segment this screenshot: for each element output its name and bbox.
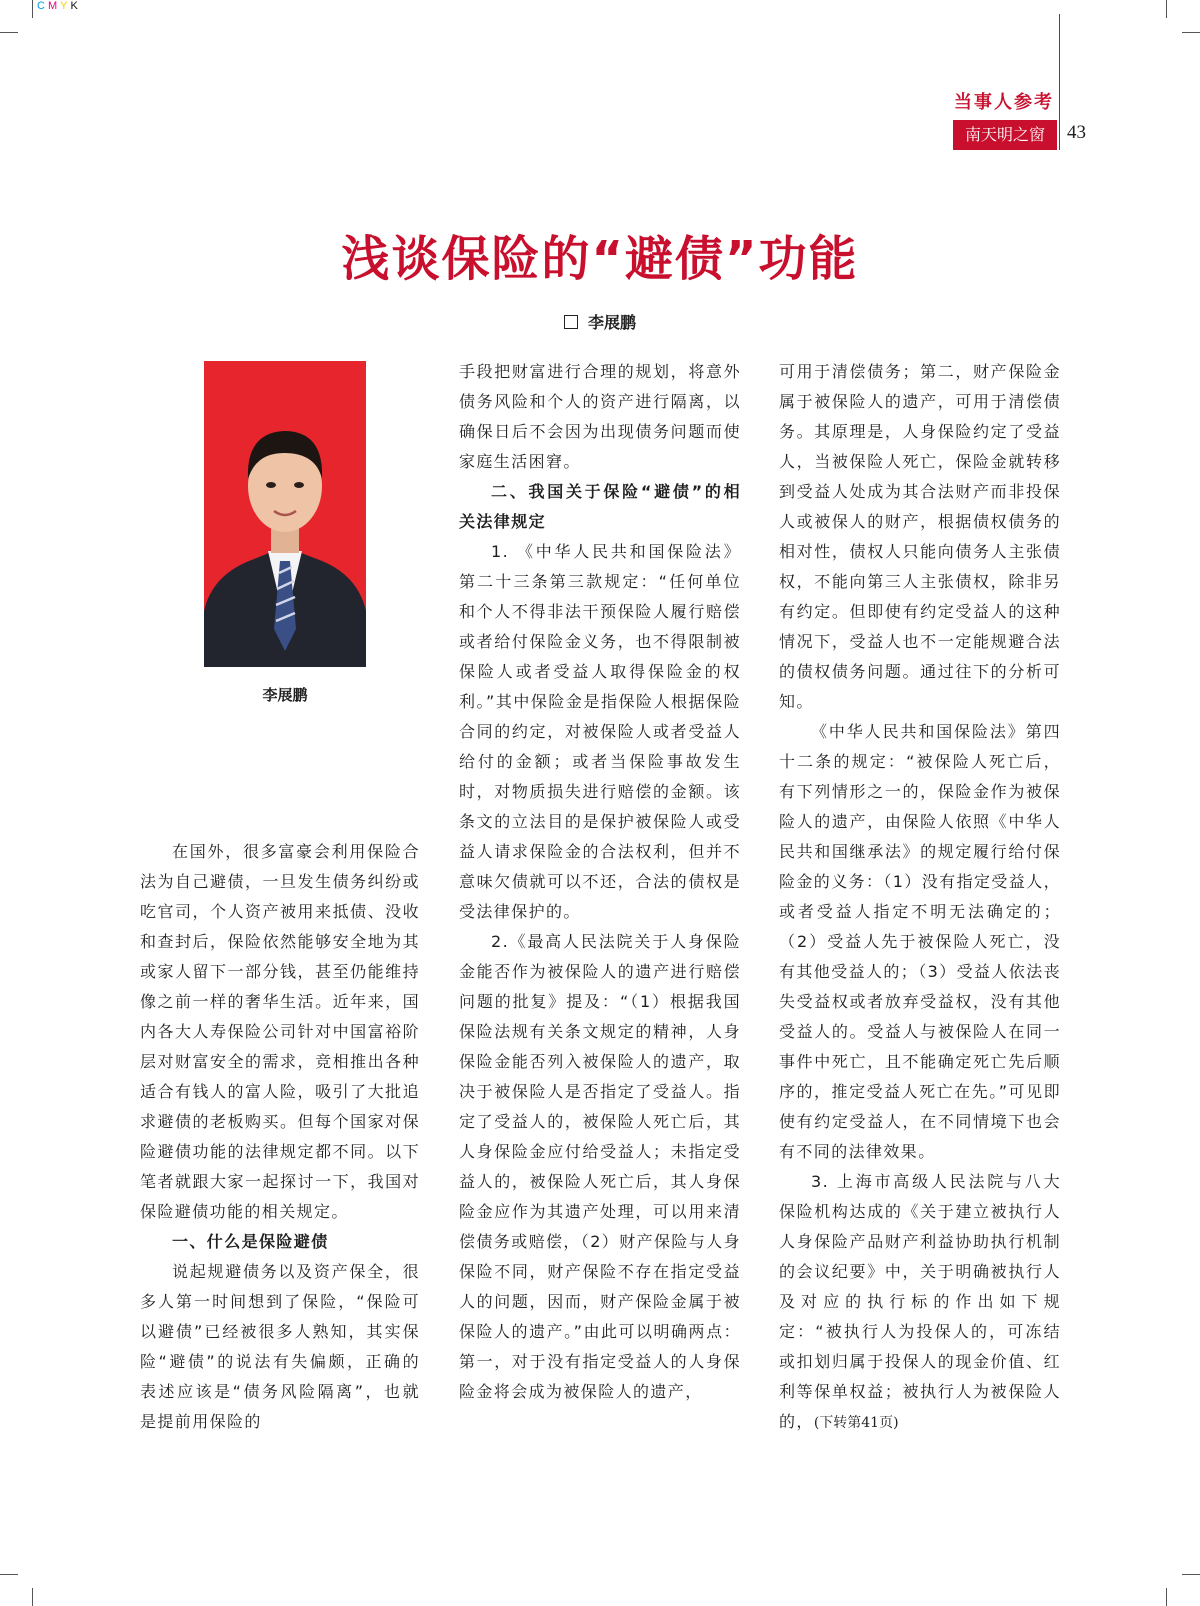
article-column-2 — [459, 357, 741, 1407]
column-tag: 南天明之窗 — [953, 120, 1057, 150]
cmyk-c: C — [37, 0, 48, 12]
author-portrait-illustration — [204, 361, 366, 667]
crop-mark-br-v — [1166, 1588, 1167, 1606]
paragraph: 2.《最高人民法院关于人身保险金能否作为被保险人的遗产进行赔偿问题的批复》提及：“（1）根据我国保险法规有关条文规定的精神，人身保险金能否列入被保险人的遗产，取决于被保险人是否指定了受益人。指定了受益人的，被保险人死亡后，其人身保险金应付给受益人；未指定受益人的，被保险人死亡后，其人身保险金应作为其遗产处理，可以用来清偿债务或赔偿，（2）财产保险与人身保险不同，财产保险不存在指定受益人的问题，因而，财产保险金属于被保险人的遗产。”由此可以明确两点：第一，对于没有指定受益人的人身保险金将会成为被保险人的遗产， — [459, 932, 741, 1401]
paragraph: 可用于清偿债务；第二，财产保险金属于被保险人的遗产，可用于清偿债务。其原理是，人身保险约定了受益人，当被保险人死亡，保险金就转移到受益人处成为其合法财产而非投保人或被保人的财产，根据债权债务的相对性，债权人只能向债务人主张债权，不能向第三人主张债权，除非另有约定。但即使有约定受益人的这种情况下，受益人也不一定能规避合法的债权债务问题。通过往下的分析可知。 — [779, 362, 1061, 711]
crop-mark-br-h — [1182, 1574, 1200, 1575]
crop-mark-bl-h — [0, 1574, 18, 1575]
cmyk-y: Y — [60, 0, 71, 12]
paragraph: 1. 《中华人民共和国保险法》第二十三条第三款规定：“任何单位和个人不得非法干预保险人履行赔偿或者给付保险金义务，也不得限制被保险人或者受益人取得保险金的权利。”其中保险金是指保险人根据保险合同的约定，对被保险人或者受益人给付的金额；或者当保险事故发生时，对物质损失进行赔偿的金额。该条文的立法目的是保护被保险人或受益人请求保险金的合法权利，但并不意味欠债就可以不还，合法的债权是受法律保护的。 — [459, 542, 741, 921]
crop-mark-tr-h — [1182, 32, 1200, 33]
byline — [0, 310, 1200, 333]
article-title: 浅谈保险的“避债”功能 — [341, 231, 859, 287]
crop-mark-tl-v — [32, 0, 33, 18]
article-column-1 — [140, 837, 420, 1437]
crop-mark-tr-v — [1166, 0, 1167, 18]
byline-author: 李展鹏 — [587, 313, 636, 332]
subheading: 一、什么是保险避债 — [172, 1232, 329, 1251]
paragraph: 手段把财富进行合理的规划，将意外债务风险和个人的资产进行隔离，以确保日后不会因为出现债务问题而使家庭生活困窘。 — [459, 362, 741, 471]
continued-note: (下转第41页) — [813, 1415, 899, 1431]
article-column-3 — [779, 357, 1061, 1438]
paragraph: 说起规避债务以及资产保全，很多人第一时间想到了保险，“保险可以避债”已经被很多人熟知，其实保险“避债”的说法有失偏颇，正确的表述应该是“债务风险隔离”，也就是提前用保险的 — [140, 1262, 420, 1431]
paragraph: 《中华人民共和国保险法》第四十二条的规定：“被保险人死亡后，有下列情形之一的，保险金作为被保险人的遗产，由保险人依照《中华人民共和国继承法》的规定履行给付保险金的义务：（1）没有指定受益人，或者受益人指定不明无法确定的；（2）受益人先于被保险人死亡，没有其他受益人的；（3）受益人依法丧失受益权或者放弃受益权，没有其他受益人的。受益人与被保险人在同一事件中死亡，且不能确定死亡先后顺序的，推定受益人死亡在先。”可见即使有约定受益人，在不同情境下也会有不同的法律效果。 — [779, 722, 1061, 1161]
subheading: 二、我国关于保险“避债”的相关法律规定 — [459, 482, 741, 531]
header-divider-line — [1059, 14, 1060, 150]
page-number: 43 — [1067, 122, 1086, 143]
paragraph-text: 3. 上海市高级人民法院与八大保险机构达成的《关于建立被执行人人身保险产品财产利益协助执行机制的会议纪要》中，关于明确被执行人及对应的执行标的作出如下规定：“被执行人为投保人的，可冻结或扣划归属于投保人的现金价值、红利等保单权益；被执行人为被保险人的， — [779, 1172, 1061, 1431]
crop-mark-bl-v — [32, 1588, 33, 1606]
byline-square-icon — [564, 315, 578, 329]
photo-caption: 李展鹏 — [262, 686, 308, 704]
paragraph: 在国外，很多富豪会利用保险合法为自己避债，一旦发生债务纠纷或吃官司，个人资产被用来抵债、没收和查封后，保险依然能够安全地为其或家人留下一部分钱，甚至仍能维持像之前一样的奢华生活。近年来，国内各大人寿保险公司针对中国富裕阶层对财富安全的需求，竞相推出各种适合有钱人的富人险，吸引了大批追求避债的老板购买。但每个国家对保险避债功能的法律规定都不同。以下笔者就跟大家一起探讨一下，我国对保险避债功能的相关规定。 — [140, 842, 420, 1221]
paragraph — [779, 1167, 1061, 1438]
section-title: 当事人参考 — [954, 92, 1054, 113]
cmyk-color-bar — [37, 0, 81, 12]
cmyk-k: K — [70, 0, 81, 12]
cmyk-m: M — [47, 0, 61, 12]
author-photo — [204, 361, 366, 667]
crop-mark-tl-h — [0, 32, 18, 33]
